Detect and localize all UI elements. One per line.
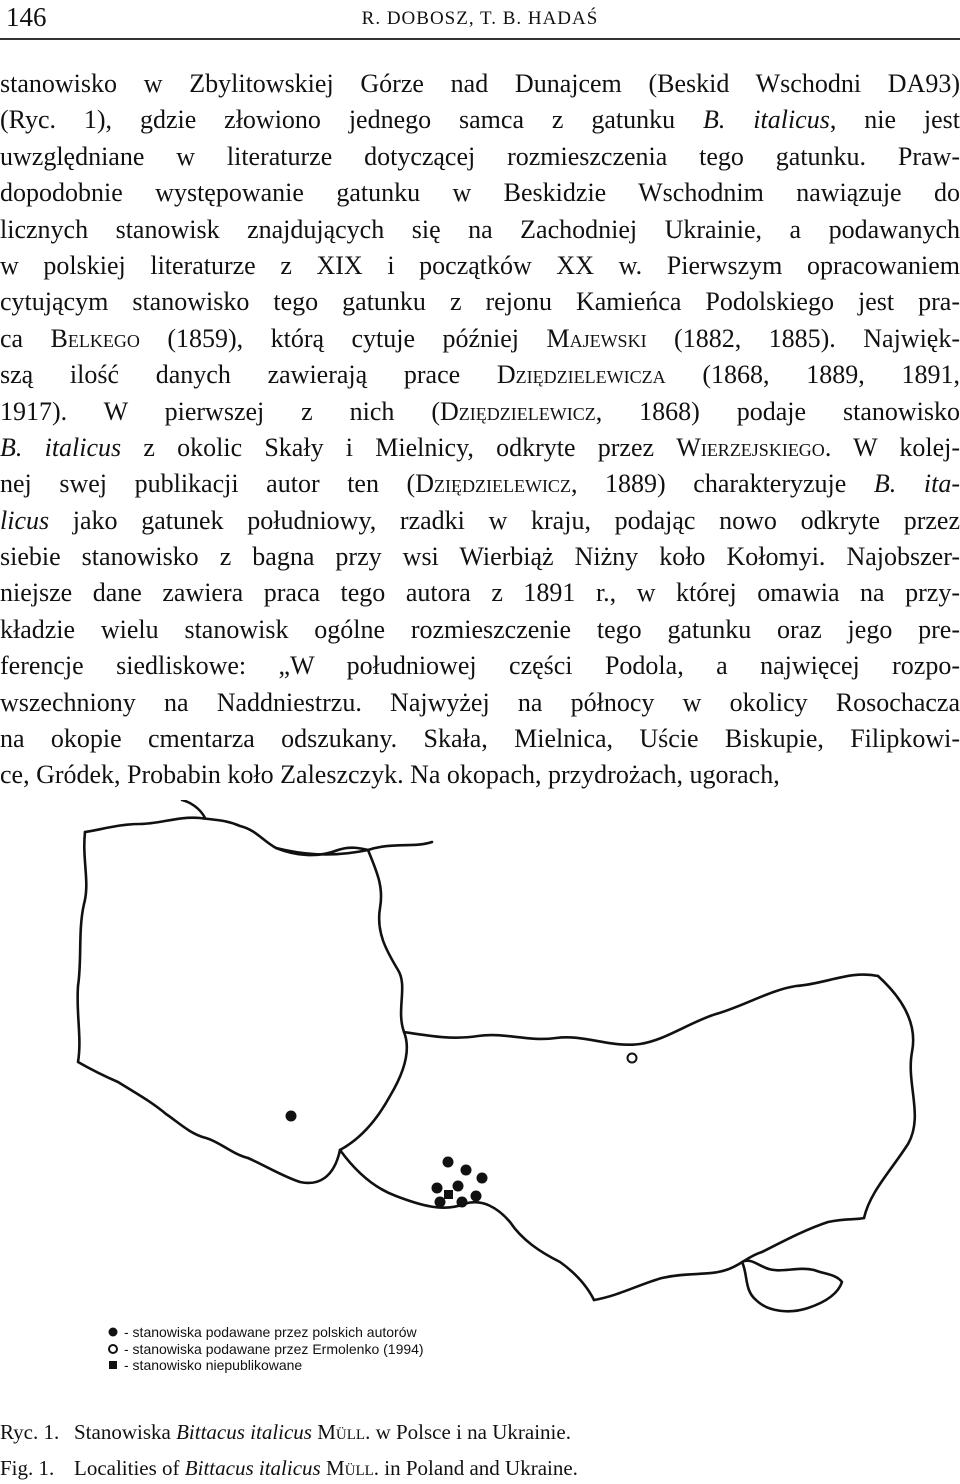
filled-circle-legend-icon — [109, 1328, 118, 1337]
text-line: nej swej publikacji autor ten (Dziędzielewicz, 1889) charakteryzuje B. ita- — [0, 469, 960, 499]
text-line: licus jako gatunek południowy, rzadki w kraju, podając nowo odkryte przez — [0, 505, 960, 535]
polish-author-locality-marker — [471, 1191, 482, 1202]
text-line: kładzie wielu stanowisk ogólne rozmieszczenie tego gatunku oraz jego pre- — [0, 614, 960, 644]
caption-label: Ryc. 1. — [0, 1420, 60, 1444]
header-rule — [0, 38, 960, 40]
unpublished-locality-marker — [444, 1190, 453, 1199]
text-line: ce, Gródek, Probabin koło Zaleszczyk. Na okopach, przydrożach, ugorach, — [0, 760, 780, 790]
cited-author: Dziędzielewicza — [496, 360, 666, 390]
map-legend — [109, 1324, 424, 1373]
distribution-map-figure — [0, 800, 960, 1410]
species-name: Bittacus italicus — [184, 1456, 321, 1480]
poland-south-border — [248, 1150, 340, 1183]
poland-east-border — [340, 850, 407, 1150]
polish-author-locality-marker — [443, 1157, 454, 1168]
text-line: B. italicus z okolic Skały i Mielnicy, odkryte przez Wierzejskiego. W kolej- — [0, 432, 960, 462]
legend-label: - stanowiska podawane przez polskich autorów — [124, 1324, 417, 1340]
cited-author: Dziędzielewicz — [415, 469, 571, 499]
text-line: w polskiej literaturze z XIX i początków XX w. Pierwszym opracowaniem — [0, 250, 960, 280]
legend-label: - stanowisko niepublikowane — [124, 1357, 303, 1373]
caption-label: Fig. 1. — [0, 1456, 55, 1480]
text-line: szą ilość danych zawierają prace Dziędzielewicza (1868, 1889, 1891, — [0, 360, 960, 390]
text-line: dopodobnie występowanie gatunku w Beskidzie Wschodnim nawiązuje do — [0, 178, 960, 208]
figure-caption-english: Fig. 1. Localities of Bittacus italicus Müll. in Poland and Ukraine. — [0, 1456, 578, 1480]
ukraine-east-border — [864, 976, 915, 1218]
baltic-coast — [85, 818, 368, 855]
lithuania-belarus-border — [368, 842, 432, 850]
black-sea-coast — [594, 1252, 762, 1300]
species-name: Bittacus italicus — [176, 1420, 312, 1444]
species-author: Müll. — [320, 1456, 380, 1480]
species-name: B. ita- — [873, 469, 960, 499]
polish-author-locality-marker — [461, 1165, 472, 1176]
scandinavia-coast — [182, 800, 205, 818]
polish-author-locality-marker — [286, 1111, 297, 1122]
text-line: stanowisko w Zbylitowskiej Górze nad Dunajcem (Beskid Wschodni DA93) — [0, 69, 960, 98]
crimea-outline — [742, 1261, 842, 1312]
text-line: ca Belkego (1859), którą cytuje później Majewski (1882, 1885). Najwięk- — [0, 323, 960, 353]
text-line: niejsze dane zawiera praca tego autora z 1891 r., w której omawia na przy- — [0, 578, 960, 608]
cited-author: Wierzejskiego — [676, 432, 825, 462]
cited-author: Belkego — [50, 323, 140, 353]
running-title: R. DOBOSZ, T. B. HADAŚ — [361, 8, 599, 29]
polish-author-locality-marker — [453, 1181, 464, 1192]
species-author: Müll. — [311, 1420, 371, 1444]
text-line: siebie stanowisko z bagna przy wsi Wierbiąż Niżny koło Kołomyi. Najobszer- — [0, 542, 960, 572]
polish-author-locality-marker — [435, 1197, 446, 1208]
body-text — [0, 66, 960, 794]
text-line: (Ryc. 1), gdzie złowiono jednego samca z gatunku B. italicus, nie jest — [0, 105, 960, 135]
ukraine-north-border — [404, 975, 878, 1045]
legend-label: - stanowiska podawane przez Ermolenko (1994) — [124, 1341, 424, 1357]
polish-author-locality-marker — [477, 1173, 488, 1184]
ermolenko-points — [628, 1054, 637, 1063]
species-name: B. italicus — [0, 432, 122, 462]
azov-coast — [762, 1218, 864, 1252]
text-line: na okopie cmentarza odszukany. Skała, Mielnica, Uście Biskupie, Filipkowi- — [0, 724, 960, 754]
page-number: 146 — [6, 2, 47, 32]
ermolenko-locality-marker — [628, 1054, 637, 1063]
text-line: cytującym stanowisko tego gatunku z rejonu Kamieńca Podolskiego jest pra- — [0, 287, 960, 317]
running-head — [0, 0, 960, 40]
open-circle-legend-icon — [109, 1345, 117, 1353]
poland-west-border — [78, 832, 248, 1158]
text-line: wszechniony na Naddniestrzu. Najwyżej na północy w okolicy Rosochacza — [0, 687, 960, 717]
polish-author-locality-marker — [457, 1197, 468, 1208]
text-line: ferencje siedliskowe: „W południowej części Podola, a najwięcej rozpo- — [0, 651, 960, 681]
distribution-map — [0, 800, 960, 1410]
species-name: licus — [0, 505, 50, 535]
text-line: 1917). W pierwszej z nich (Dziędzielewicz, 1868) podaje stanowisko — [0, 396, 960, 426]
text-line: uwzględniane w literaturze dotyczącej rozmieszczenia tego gatunku. Praw- — [0, 141, 960, 171]
filled-square-legend-icon — [109, 1361, 117, 1369]
figure-caption-polish: Ryc. 1. Stanowiska Bittacus italicus Müll. w Polsce i na Ukrainie. — [0, 1420, 571, 1444]
species-name: B. italicus — [703, 105, 830, 135]
text-line: licznych stanowisk znajdujących się na Zachodniej Ukrainie, a podawanych — [0, 214, 960, 244]
cited-author: Majewski — [546, 323, 647, 353]
cited-author: Dziędzielewicz — [440, 396, 596, 426]
polish-author-locality-marker — [432, 1183, 443, 1194]
